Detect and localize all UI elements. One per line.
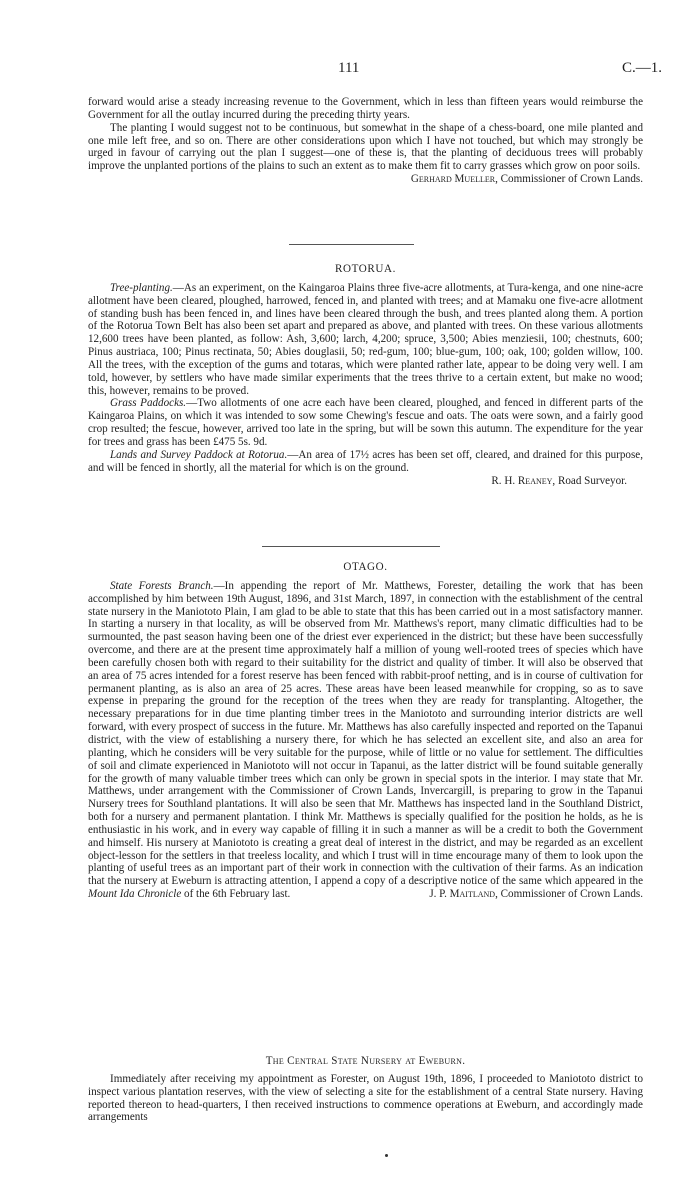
section-divider: [289, 244, 414, 245]
rotorua-signature: [88, 475, 643, 488]
page-mark: [385, 1154, 388, 1157]
rotorua-tree-planting-paragraph: [88, 282, 643, 398]
tree-planting-title: Tree-planting.: [110, 281, 173, 294]
rotorua-signer-title: , Road Surveyor.: [552, 474, 627, 487]
section-divider: [262, 546, 440, 547]
nursery-section: [88, 1055, 643, 1124]
otago-section: [88, 561, 643, 901]
tree-planting-text: —As an experiment, on the Kaingaroa Plains three five-acre allotments, at Tura-kenga, and one nine-acre allotment have been cleared, ploughed, harrowed, fenced in, and planted with trees; and at Mamaku one five-acre allotment of standing bush has been fenced in, and lines have been cleared through the bush, and trees planted along them. A portion of the Rotorua Town Belt has also been set apart and prepared as above, and planted with trees. On these various allotments 12,600 trees have been planted, as follow: Ash, 3,600; larch, 4,200; spruce, 3,500; Abies menziesii, 100; chestnuts, 600; Pinus austriaca, 100; Pinus rectinata, 50; Abies douglasii, 50; red-gum, 100; blue-gum, 100; oak, 100; golden willow, 100. All the trees, with the exception of the gums and totaras, which were planted rather late, appear to be doing very well. I am told, however, by settlers who have made similar experiments that the trees thrive to a certain extent, but make no wood; this, however, remains to be proved.: [88, 281, 643, 397]
state-forests-title: State Forests Branch.: [110, 579, 214, 592]
mueller-signer-name: Gerhard Mueller: [410, 173, 496, 186]
otago-signature: [407, 888, 643, 901]
rotorua-paddock-paragraph: [88, 449, 643, 475]
grass-paddocks-title: Grass Paddocks.: [110, 397, 187, 410]
rotorua-section: [88, 263, 643, 487]
otago-signer-name: J. P. Maitland: [429, 888, 496, 901]
otago-state-forests-paragraph: [88, 580, 643, 901]
otago-signer-title: , Commissioner of Crown Lands.: [495, 888, 643, 901]
rotorua-signer-name: R. H. Reaney: [491, 474, 553, 487]
mueller-section: [88, 96, 643, 186]
nursery-paragraph-1: Immediately after receiving my appointment as Forester, on August 19th, 1896, I proceeded to Maniototo district to inspect various plantation reserves, with the view of selecting a site for the establishment of a central State nursery. Having reported thereon to head-quarters, I then received instructions to commence operations at Eweburn, and accordingly made arrangements: [88, 1072, 643, 1124]
mueller-signature: [389, 173, 643, 186]
mueller-paragraph-2-text: The planting I would suggest not to be continuous, but somewhat in the shape of a chess-board, one mile planted and one mile left free, and so on. There are other considerations upon which I have not touched, but which may strongly be urged in favour of carrying out the plan I suggest—one of these is, that the planting of deciduous trees will probably improve the unplanted portions of the plains to such an extent as to make them fit to carry grasses which grow on poor soils.: [88, 121, 643, 173]
mueller-signer-title: , Commissioner of Crown Lands.: [495, 173, 643, 186]
paddock-text: —An area of 17½ acres has been set off, cleared, and drained for this purpose, and will be fenced in shortly, all the material for which is on the ground.: [88, 448, 643, 474]
document-reference: C.—1.: [622, 60, 663, 76]
mount-ida-chronicle: Mount Ida Chronicle: [88, 888, 182, 901]
mueller-paragraph-2: [88, 121, 643, 186]
grass-paddocks-text: —Two allotments of one acre each have been cleared, ploughed, and fenced in different parts of the Kaingaroa Plains, on which it was intended to sow some Chewing's fescue and oats. The oats were sown, and a fairly good crop resulted; the fescue, however, arrived too late in the spring, but will be sown this autumn. The expenditure for the year for trees and grass has been £475 5s. 9d.: [88, 397, 643, 448]
state-forests-text: —In appending the report of Mr. Matthews, Forester, detailing the work that has been accomplished by him between 19th August, 1896, and 31st March, 1897, in connection with the establishment of the central state nursery in the Maniototo Plain, I am glad to be able to state that this has been carried out in a most satisfactory manner. In starting a nursery in that locality, as will be observed from Mr. Matthews's report, many climatic difficulties had to be surmounted, the past season having been one of the driest ever experienced in the district; but these have been successfully overcome, and there are at the present time approximately half a million of young well-rooted trees of species which have been carefully chosen both with regard to their suitability for the district and quality of timber. It will also be observed that an area of 75 acres intended for a forest reserve has been fenced with rabbit-proof netting, and is in course of cultivation for permanent planting, as is also an area of 25 acres. These areas have been leased meanwhile for cropping, so as to save expense in preparing the ground for the reception of the trees when they are ready for transplanting. Altogether, the necessary preparations for in due time planting timber trees in the Maniototo and surrounding interior districts are well forward, with every prospect of success in the future. Mr. Matthews has also carefully inspected and reported on the Tapanui district, with the view of establishing a nursery there, for which he has selected an excellent site, and also an area for planting, which he considers will be very suitable for the purpose, while of little or no value for settlement. The difficulties of soil and climate experienced in Maniototo will not occur in Tapanui, as the latter district will be found suitable generally for the growth of many valuable timber trees which can only be grown in special spots in the interior. I may state that Mr. Matthews, under arrangement with the Commissioner of Crown Lands, Invercargill, is preparing to grow in the Tapanui Nursery trees for Southland plantations. It will also be seen that Mr. Matthews has inspected land in the Southland District, both for a nursery and permanent plantation. I think Mr. Matthews is specially qualified for the position he holds, as he is enthusiastic in his work, and in every way capable of filling it in such a manner as will be a credit to both the Government and himself. His nursery at Maniototo is creating a great deal of interest in the district, and may be regarded as an excellent object-lesson for the settlers in that treeless locality, and which I trust will in time encourage many of them to look upon the planting of useful trees as an important part of their work in connection with the cultivation of their farms. As an indication that the nursery at Eweburn is attracting attention, I append a copy of a descriptive notice of the same which appeared in the: [88, 579, 643, 888]
otago-heading: OTAGO.: [343, 561, 388, 573]
state-forests-text-end: of the 6th February last.: [181, 888, 291, 901]
nursery-heading: The Central State Nursery at Eweburn.: [265, 1055, 466, 1067]
mueller-paragraph-1: forward would arise a steady increasing revenue to the Government, which in less than fifteen years would reimburse the Government for all the outlay incurred during the preceding thirty years.: [88, 96, 643, 121]
rotorua-grass-paddocks-paragraph: [88, 397, 643, 448]
rotorua-heading: ROTORUA.: [335, 263, 396, 275]
page-number: 111: [338, 60, 360, 76]
paddock-title: Lands and Survey Paddock at Rotorua.: [110, 448, 288, 461]
